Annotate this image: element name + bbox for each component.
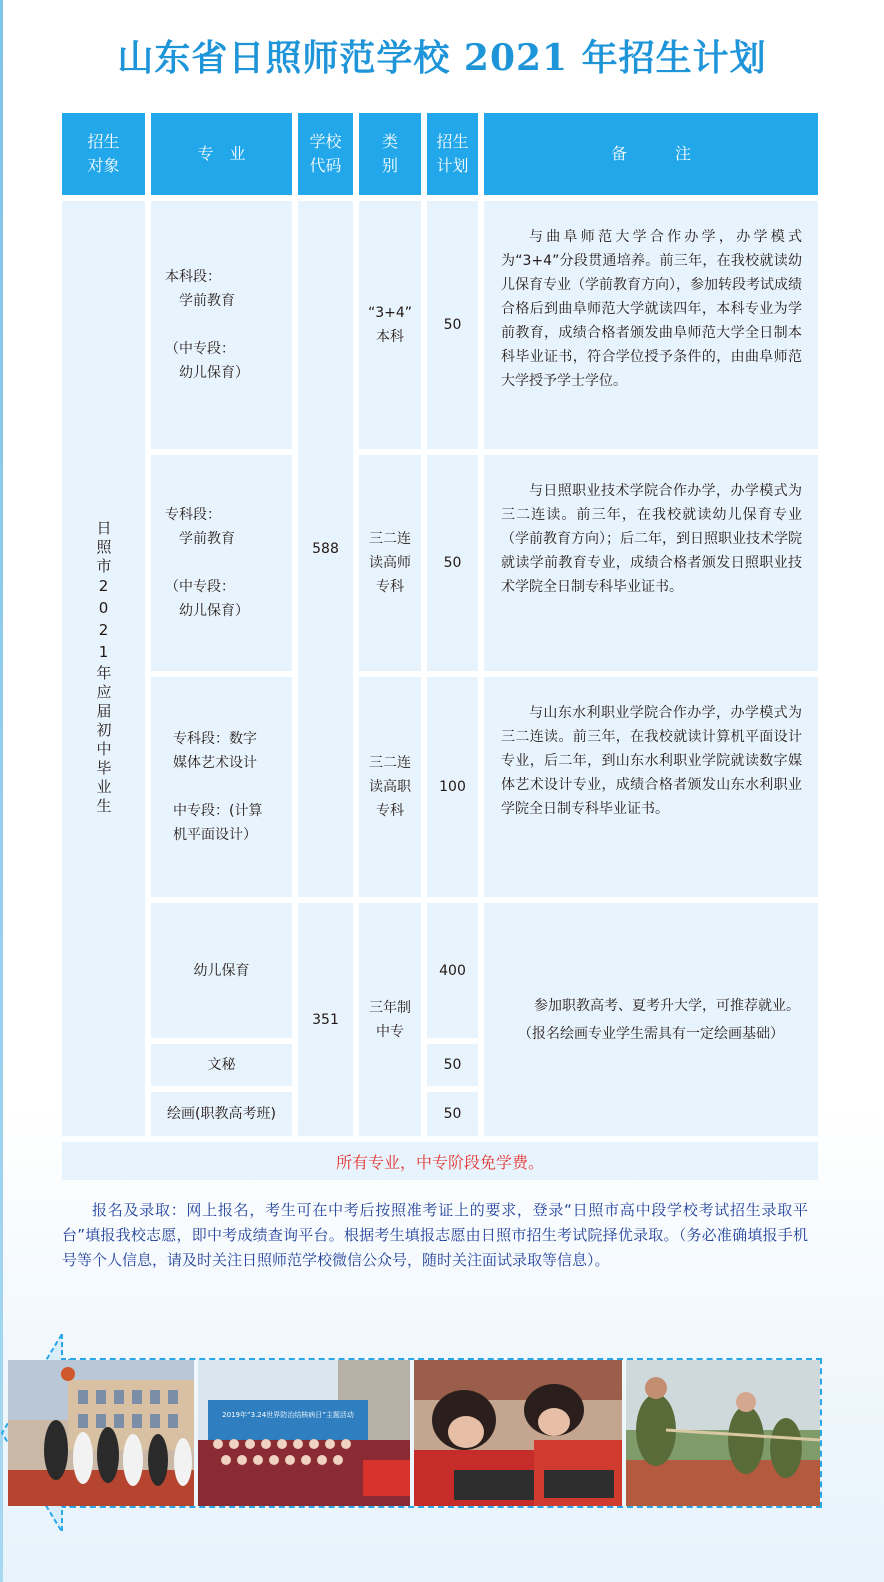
- enrollment-note: 报名及录取：网上报名，考生可在中考后按照准考证上的要求，登录“日照市高中段学校考试招生录取平台”填报我校志愿，即中考成绩查询平台。根据考生填报志愿由日照市招生考试院择优录取。（务必准确填报手机号等个人信息，请及时关注日照师范学校微信公众号，随时关注面试录取等信息）。: [62, 1201, 808, 1269]
- calligraphy-students-photo: [414, 1360, 622, 1506]
- code-588-cell: 588: [298, 201, 353, 897]
- row1-plan: 50: [427, 201, 478, 449]
- row1-major: 本科段： 学前教育 （中专段： 幼儿保育）: [151, 201, 292, 449]
- vocational-plan-1: 400: [427, 903, 478, 1038]
- header-category: 类 别: [359, 113, 421, 195]
- ceremony-group-photo: [198, 1360, 410, 1506]
- header-target: 招生 对象: [62, 113, 145, 195]
- vocational-plan-3: 50: [427, 1092, 478, 1136]
- row3-remark-text: 与山东水利职业学院合作办学，办学模式为三二连读。前三年，在我校就读计算机平面设计专业，后二年，到山东水利职业学院就读数字媒体艺术设计专业，成绩合格者颁发山东水利职业学院全日制专科毕业证书。: [501, 705, 802, 817]
- tug-of-war-photo: [626, 1360, 820, 1506]
- vocational-category: 三年制 中专: [359, 903, 421, 1136]
- page-title: 山东省日照师范学校 2021 年招生计划: [117, 37, 767, 79]
- row1-remark-text: 与曲阜师范大学合作办学，办学模式为“3+4”分段贯通培养。前三年，在我校就读幼儿保育专业（学前教育方向），参加转段考试成绩合格后到曲阜师范大学就读四年，本科专业为学前教育，成绩合格者颁发曲阜师范大学全日制本科毕业证书，符合学位授予条件的，由曲阜师范大学授予学士学位。: [501, 229, 802, 389]
- row1-category: “3+4” 本科: [359, 201, 421, 449]
- target-cell: [62, 201, 145, 1136]
- target-text: 日照市2021年应届初中毕业生: [94, 520, 113, 817]
- header-code: 学校 代码: [298, 113, 353, 195]
- header-plan: 招生 计划: [427, 113, 478, 195]
- header-major: 专 业: [151, 113, 292, 195]
- basketball-photo: [8, 1360, 194, 1506]
- vocational-major-3: 绘画(职教高考班): [151, 1092, 292, 1136]
- row2-remark-text: 与日照职业技术学院合作办学，办学模式为三二连读。前三年，在我校就读幼儿保育专业（学前教育方向）；后二年，到日照职业技术学院就读学前教育专业，成绩合格者颁发日照职业技术学院全日制专科毕业证书。: [501, 483, 802, 595]
- vocational-remark-line1: 参加职教高考、夏考升大学，可推荐就业。: [534, 997, 800, 1014]
- header-remark: 备 注: [484, 113, 818, 195]
- vocational-plan-2: 50: [427, 1044, 478, 1086]
- vocational-major-2: 文秘: [151, 1044, 292, 1086]
- row3-remark: [484, 677, 818, 897]
- row2-category: 三二连 读高师 专科: [359, 455, 421, 671]
- ceremony-banner-text: 2019年“3.24世界防治结核病日”主题活动: [222, 1411, 354, 1419]
- free-tuition-notice: 所有专业，中专阶段免学费。: [62, 1142, 818, 1180]
- vocational-remark: [484, 903, 818, 1136]
- row2-plan: 50: [427, 455, 478, 671]
- code-351-cell: 351: [298, 903, 353, 1136]
- row1-remark: [484, 201, 818, 449]
- row3-category: 三二连 读高职 专科: [359, 677, 421, 897]
- vocational-remark-line2: （报名绘画专业学生需具有一定绘画基础）: [518, 1025, 784, 1042]
- vocational-major-1: 幼儿保育: [151, 903, 292, 1038]
- row2-major: 专科段： 学前教育 （中专段： 幼儿保育）: [151, 455, 292, 671]
- row3-plan: 100: [427, 677, 478, 897]
- row3-major: 专科段：数字 媒体艺术设计 中专段：(计算 机平面设计）: [151, 677, 292, 897]
- row2-remark: [484, 455, 818, 671]
